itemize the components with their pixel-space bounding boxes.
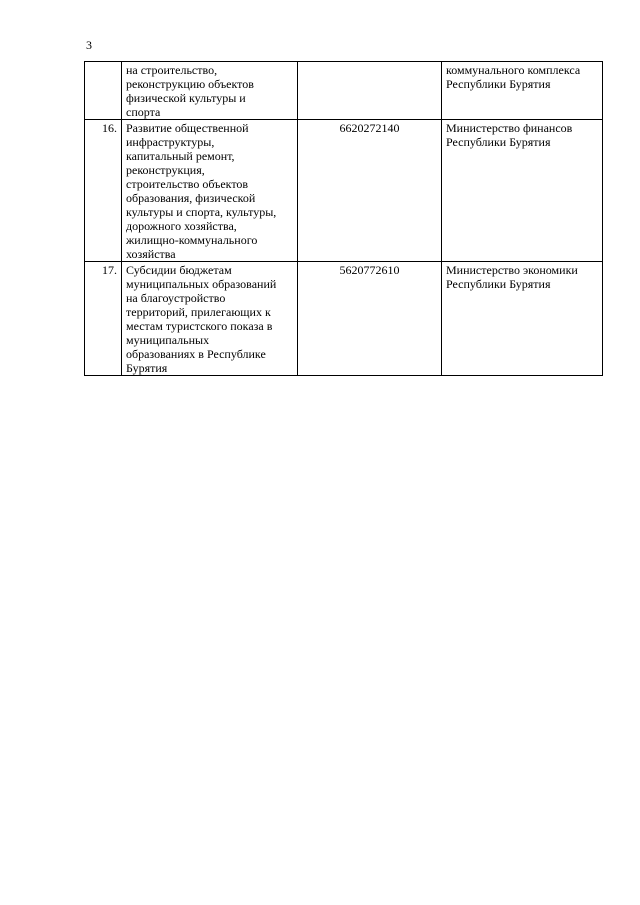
- name-line: дорожного хозяйства,: [126, 219, 237, 233]
- name-line: на строительство,: [126, 63, 218, 77]
- org-line: Министерство финансов: [446, 121, 573, 135]
- name-line: реконструкция,: [126, 163, 205, 177]
- name-line: муниципальных образований: [126, 277, 277, 291]
- row-code-cell: 6620272140: [298, 120, 442, 262]
- name-line: территорий, прилегающих к: [126, 305, 271, 319]
- table-row: [85, 262, 603, 376]
- name-line: физической культуры и: [126, 91, 246, 105]
- name-line: жилищно-коммунального: [126, 233, 258, 247]
- page-number: 3: [86, 38, 92, 52]
- row-number-cell: 17.: [85, 262, 122, 376]
- table-row: [85, 62, 603, 120]
- name-line: местам туристского показа в: [126, 319, 273, 333]
- row-code-cell: [298, 62, 442, 120]
- org-line: Республики Бурятия: [446, 277, 551, 291]
- table-row: [85, 120, 603, 262]
- org-line: Республики Бурятия: [446, 135, 551, 149]
- name-line: инфраструктуры,: [126, 135, 215, 149]
- org-line: Министерство экономики: [446, 263, 578, 277]
- document-table: [84, 61, 603, 376]
- org-line: Республики Бурятия: [446, 77, 551, 91]
- row-org-cell: [442, 262, 603, 376]
- row-number-cell: 16.: [85, 120, 122, 262]
- name-line: строительство объектов: [126, 177, 249, 191]
- name-line: Развитие общественной: [126, 121, 249, 135]
- row-name-cell: [122, 120, 298, 262]
- name-line: капитальный ремонт,: [126, 149, 235, 163]
- name-line: образованиях в Республике: [126, 347, 266, 361]
- name-line: Бурятия: [126, 361, 168, 375]
- name-line: реконструкцию объектов: [126, 77, 254, 91]
- name-line: образования, физической: [126, 191, 256, 205]
- row-name-cell: [122, 62, 298, 120]
- name-line: муниципальных: [126, 333, 210, 347]
- row-name-cell: [122, 262, 298, 376]
- row-org-cell: [442, 120, 603, 262]
- name-line: спорта: [126, 105, 161, 119]
- name-line: Субсидии бюджетам: [126, 263, 232, 277]
- name-line: на благоустройство: [126, 291, 226, 305]
- row-number-cell: [85, 62, 122, 120]
- name-line: культуры и спорта, культуры,: [126, 205, 277, 219]
- name-line: хозяйства: [126, 247, 176, 261]
- row-code-cell: 5620772610: [298, 262, 442, 376]
- org-line: коммунального комплекса: [446, 63, 581, 77]
- row-org-cell: [442, 62, 603, 120]
